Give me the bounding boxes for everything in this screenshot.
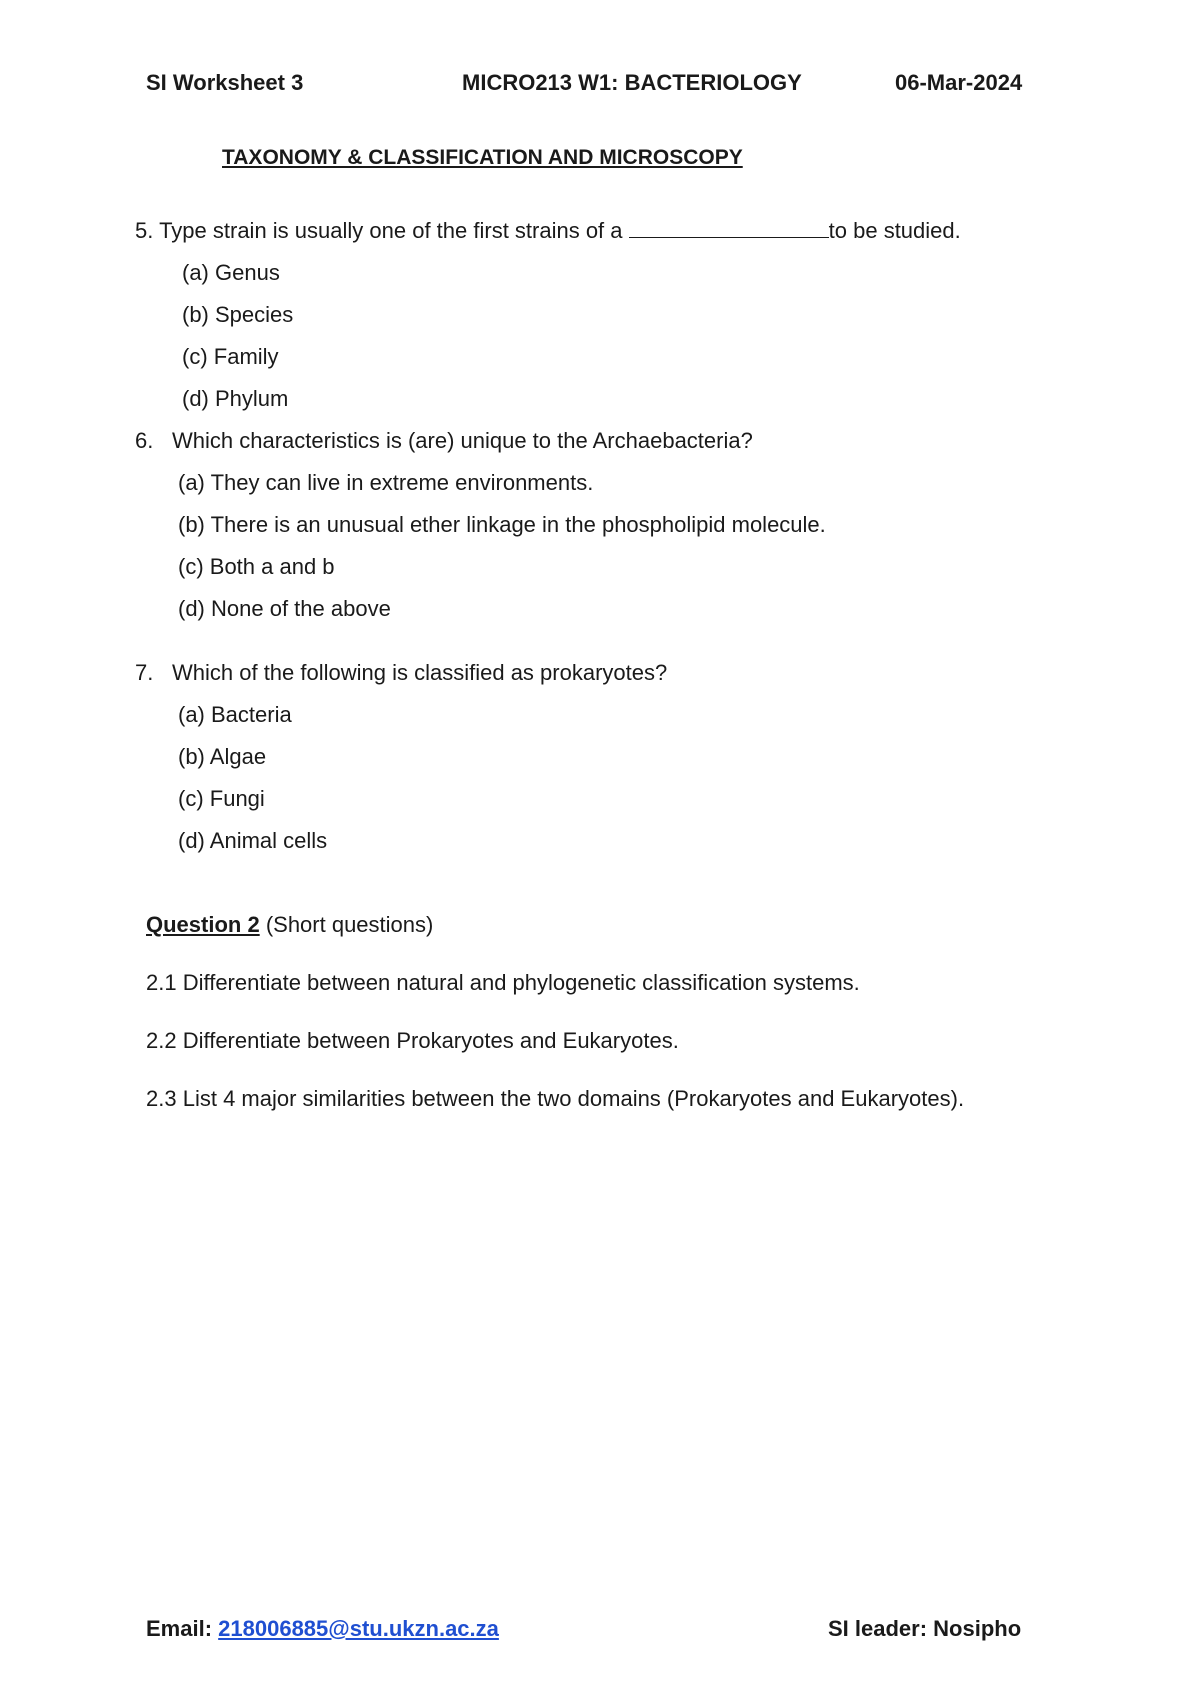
- option-5b: (b) Species: [182, 302, 294, 327]
- option-7b: (b) Algae: [178, 744, 267, 769]
- option-6a: (a) They can live in extreme environments.: [178, 470, 594, 495]
- email-link[interactable]: 218006885@stu.ukzn.ac.za: [218, 1616, 499, 1641]
- option-5a: (a) Genus: [182, 260, 280, 285]
- item-text: Differentiate between Prokaryotes and Eukaryotes.: [182, 1028, 679, 1053]
- section-subtitle: (Short questions): [265, 912, 434, 937]
- question-5: [135, 218, 961, 244]
- option-5c: (c) Family: [182, 344, 279, 369]
- item-text: List 4 major similarities between the two domains (Prokaryotes and Eukaryotes).: [182, 1086, 965, 1111]
- short-question-2-1: [146, 970, 860, 996]
- question-text-after: to be studied.: [828, 218, 961, 243]
- item-number: 2.1: [146, 970, 177, 995]
- section-title: Question 2: [146, 912, 260, 937]
- footer-email: [146, 1616, 499, 1642]
- option-6d: (d) None of the above: [178, 596, 391, 621]
- item-number: 2.2: [146, 1028, 177, 1053]
- answer-blank: [629, 219, 829, 238]
- option-7a: (a) Bacteria: [178, 702, 292, 727]
- email-label: Email:: [146, 1616, 213, 1641]
- option-6b: (b) There is an unusual ether linkage in the phospholipid molecule.: [178, 512, 826, 537]
- course-label: MICRO213 W1: BACTERIOLOGY: [462, 70, 802, 95]
- option-7d: (d) Animal cells: [178, 828, 328, 853]
- worksheet-label: SI Worksheet 3: [146, 70, 304, 95]
- date-label: 06-Mar-2024: [895, 70, 1023, 95]
- short-question-2-2: [146, 1028, 679, 1054]
- item-text: Differentiate between natural and phylogenetic classification systems.: [182, 970, 860, 995]
- question-6-text: Which characteristics is (are) unique to the Archaebacteria?: [172, 428, 753, 453]
- si-leader: SI leader: Nosipho: [828, 1616, 1022, 1641]
- question-text-before: Type strain is usually one of the first strains of a: [159, 218, 623, 243]
- question-number: 5.: [135, 218, 154, 243]
- question-7-number: 7.: [135, 660, 154, 685]
- question-6-number: 6.: [135, 428, 154, 453]
- option-5d: (d) Phylum: [182, 386, 289, 411]
- option-6c: (c) Both a and b: [178, 554, 335, 579]
- question-7-text: Which of the following is classified as prokaryotes?: [172, 660, 668, 685]
- page-title: TAXONOMY & CLASSIFICATION AND MICROSCOPY: [222, 146, 743, 169]
- option-7c: (c) Fungi: [178, 786, 265, 811]
- short-question-2-3: [146, 1086, 964, 1112]
- item-number: 2.3: [146, 1086, 177, 1111]
- section-heading: [146, 912, 433, 938]
